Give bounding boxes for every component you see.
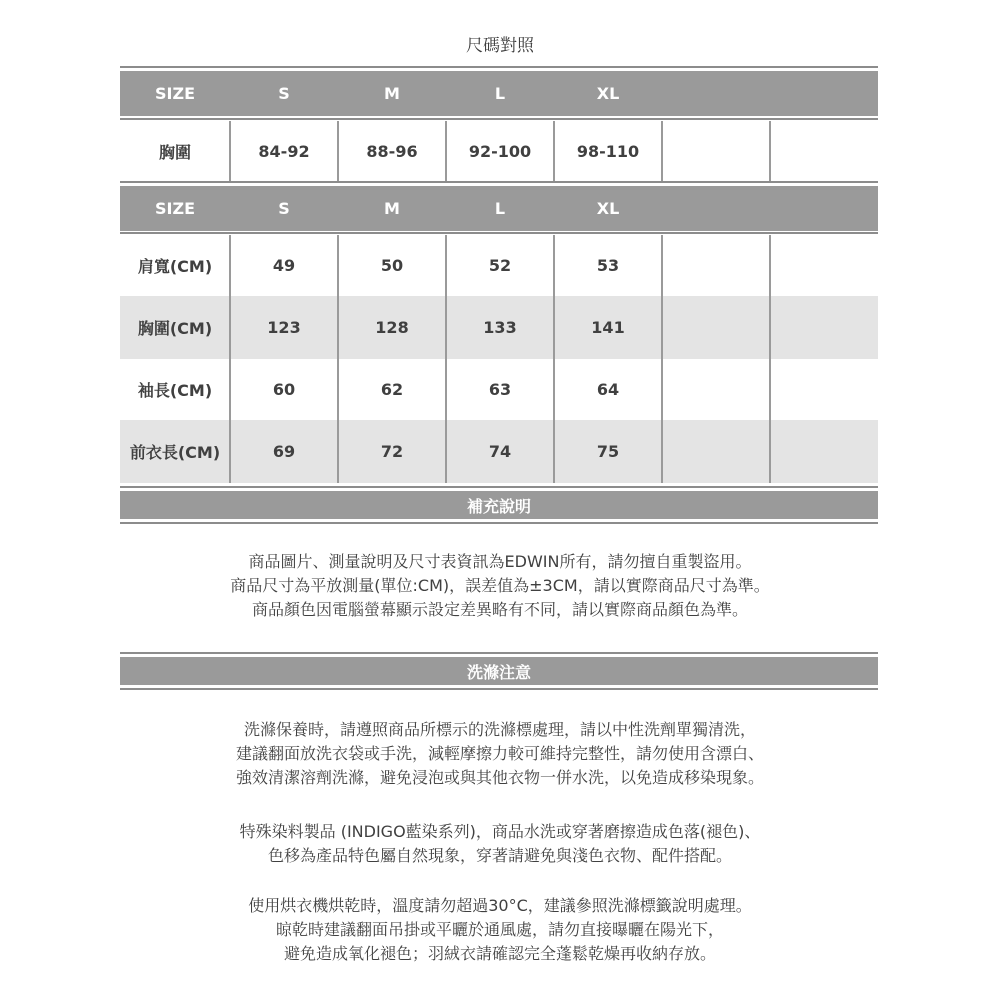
table-cell: 141 [591,318,625,337]
table-row [120,296,878,359]
divider [120,118,878,120]
divider [120,652,878,654]
text-line: 建議翻面放洗衣袋或手洗，減輕摩擦力較可維持完整性，請勿使用含漂白、 [235,744,764,763]
table-cell: 74 [488,442,512,461]
divider [120,181,878,183]
text-line: 商品尺寸為平放測量(單位:CM)，誤差值為±3CM，請以實際商品尺寸為準。 [230,576,770,595]
table-row [120,121,878,181]
supplement-text [0,550,1000,622]
header-cell: S [278,84,290,103]
row-label: 袖長(CM) [137,381,213,400]
table-cell: 52 [488,256,512,275]
washing-paragraph-2 [0,820,1000,868]
row-label: 胸圍 [158,142,191,162]
text-line: 晾乾時建議翻面吊掛或平曬於通風處，請勿直接曝曬在陽光下， [275,920,724,939]
text-line: 強效清潔溶劑洗滌，避免浸泡或與其他衣物一併水洗，以免造成移染現象。 [235,768,764,787]
table-cell: 69 [272,442,296,461]
table-cell: 88-96 [366,141,418,161]
page-title: 尺碼對照 [466,36,534,56]
header-cell: XL [596,199,620,218]
table-cell: 50 [380,256,404,275]
divider [120,66,878,68]
table-cell: 62 [380,380,404,399]
divider [120,688,878,690]
header-cell: M [384,84,400,103]
table-cell: 84-92 [258,141,310,161]
table-cell: 123 [267,318,301,337]
table-row [120,420,878,483]
table-cell: 133 [483,318,517,337]
size-header-row-2 [120,186,878,231]
table-cell: 75 [596,442,620,461]
row-label: 胸圍(CM) [137,319,213,338]
text-line: 商品顏色因電腦螢幕顯示設定差異略有不同，請以實際商品顏色為準。 [251,600,748,619]
table-row [120,235,878,296]
table-cell: 53 [596,256,620,275]
table-cell: 60 [272,380,296,399]
washing-paragraph-1 [0,718,1000,790]
header-cell: S [278,199,290,218]
washing-paragraph-3 [0,894,1000,966]
header-cell: L [494,84,506,103]
text-line: 使用烘衣機烘乾時，溫度請勿超過30°C，建議參照洗滌標籤說明處理。 [248,896,752,915]
table-cell: 64 [596,380,620,399]
table-cell: 98-110 [576,141,640,161]
size-header-row-1 [120,71,878,116]
table-cell: 92-100 [468,141,532,161]
header-cell: XL [596,84,620,103]
text-line: 洗滌保養時，請遵照商品所標示的洗滌標處理，請以中性洗劑單獨清洗， [243,720,756,739]
supplement-heading: 補充說明 [120,491,878,519]
text-line: 特殊染料製品 (INDIGO藍染系列)，商品水洗或穿著磨擦造成色落(褪色)、 [239,822,761,841]
row-label: 肩寬(CM) [137,257,213,276]
header-cell: M [384,199,400,218]
divider [120,522,878,524]
divider [120,486,878,488]
header-cell: SIZE [154,199,195,218]
header-cell: L [494,199,506,218]
table-row [120,359,878,420]
row-label: 前衣長(CM) [129,443,221,462]
text-line: 避免造成氧化褪色；羽絨衣請確認完全蓬鬆乾燥再收納存放。 [283,944,716,963]
table-cell: 49 [272,256,296,275]
header-cell: SIZE [154,84,195,103]
text-line: 商品圖片、測量說明及尺寸表資訊為EDWIN所有，請勿擅自重製盜用。 [248,552,752,571]
table-cell: 128 [375,318,409,337]
table-cell: 63 [488,380,512,399]
washing-heading: 洗滌注意 [120,657,878,685]
text-line: 色移為產品特色屬自然現象，穿著請避免與淺色衣物、配件搭配。 [267,846,732,865]
table-cell: 72 [380,442,404,461]
divider [120,232,878,234]
